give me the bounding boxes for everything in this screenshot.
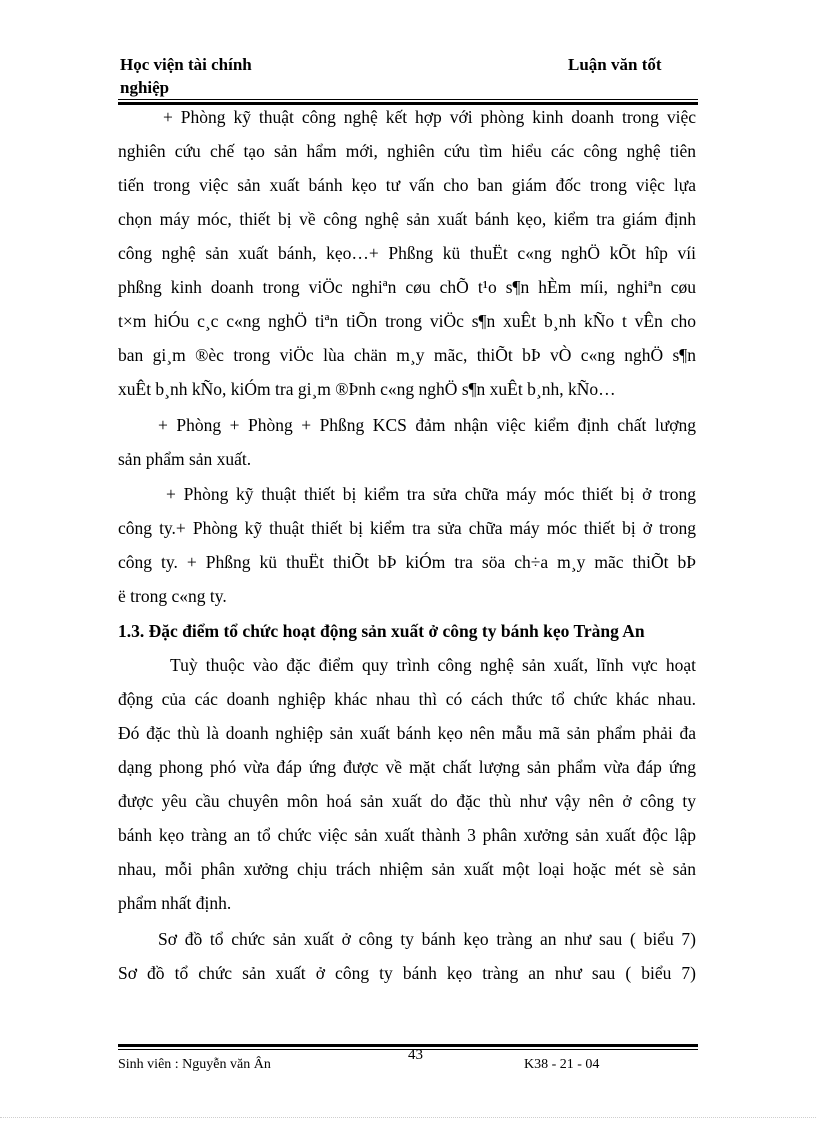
body-line: phßng kinh doanh trong viÖc nghiªn cøu chÕ t¹o s¶n hÈm míi, nghiªn cøu (118, 277, 696, 297)
body-line: nghiên cứu chế tạo sản hẩm mới, nghiên cứu tìm hiểu các công nghệ tiên (118, 141, 696, 161)
body-line: ban gi¸m ®èc trong viÖc lùa chän m¸y mãc, thiÕt bÞ vÒ c«ng nghÖ s¶n (118, 345, 696, 365)
body-line: nhau, mỗi phân xưởng chịu trách nhiệm sản xuất một loại hoặc mét sè sản (118, 859, 696, 879)
footer-class-code: K38 - 21 - 04 (524, 1057, 600, 1072)
body-line: công ty.+ Phòng kỹ thuật thiết bị kiểm tra sửa chữa máy móc thiết bị ở trong (118, 518, 696, 538)
header-institution: Học viện tài chính (120, 55, 252, 74)
body-line: phẩm nhất định. (118, 893, 232, 913)
body-line: ë trong c«ng ty. (118, 586, 227, 606)
body-line: xuÊt b¸nh kÑo, kiÓm tra gi¸m ®Þnh c«ng nghÖ s¶n xuÊt b¸nh, kÑo… (118, 379, 616, 399)
body-line: động của các doanh nghiệp khác nhau thì có cách thức tổ chức khác nhau. (118, 689, 696, 709)
body-line: công ty. + Phßng kü thuËt thiÕt bÞ kiÓm tra söa ch÷a m¸y mãc thiÕt bÞ (118, 552, 696, 572)
header-institution-continued: nghiệp (120, 78, 170, 97)
footer-student: Sinh viên : Nguyễn văn Ân (118, 1057, 271, 1072)
body-line: dạng phong phó vừa đáp ứng được về mặt chất lượng sản phẩm vừa đáp ứng (118, 757, 696, 777)
body-line: bánh kẹo tràng an tổ chức việc sản xuất thành 3 phân xưởng sản xuất độc lập (118, 825, 696, 845)
body-line: Sơ đồ tổ chức sản xuất ở công ty bánh kẹo tràng an như sau ( biểu 7) (118, 963, 696, 983)
page-number: 43 (408, 1047, 423, 1063)
body-line: + Phòng + Phòng + Phßng KCS đảm nhận việc kiểm định chất lượng (158, 415, 696, 435)
body-line: tiến trong việc sản xuất bánh kẹo tư vấn cho ban giám đốc trong việc lựa (118, 175, 696, 195)
body-line: sản phẩm sản xuất. (118, 449, 252, 469)
body-line: Sơ đồ tổ chức sản xuất ở công ty bánh kẹo tràng an như sau ( biểu 7) (158, 929, 696, 949)
body-line: được yêu cầu chuyên môn hoá sản xuất do đặc thù như vậy nên ở công ty (118, 791, 696, 811)
body-line: chọn máy móc, thiết bị về công nghệ sản xuất bánh kẹo, kiểm tra giám định (118, 209, 696, 229)
body-line: + Phòng kỹ thuật thiết bị kiểm tra sửa chữa máy móc thiết bị ở trong (166, 484, 696, 504)
body-line: + Phòng kỹ thuật công nghệ kết hợp với phòng kinh doanh trong việc (163, 107, 696, 127)
body-line: công nghệ sản xuất bánh, kẹo…+ Phßng kü thuËt c«ng nghÖ kÕt hîp víi (118, 243, 696, 263)
page-edge (0, 1117, 816, 1118)
body-line: t×m hiÓu c¸c c«ng nghÖ tiªn tiÕn trong viÖc s¶n xuÊt b¸nh kÑo t vÊn cho (118, 311, 696, 331)
body-line: Đó đặc thù là doanh nghiệp sản xuất bánh kẹo nên mẫu mã sản phẩm phải đa (118, 723, 696, 743)
header-document-type: Luận văn tốt (568, 55, 662, 74)
body-line: Tuỳ thuộc vào đặc điểm quy trình công nghệ sản xuất, lĩnh vực hoạt (170, 655, 696, 675)
section-heading: 1.3. Đặc điểm tổ chức hoạt động sản xuất ở công ty bánh kẹo Tràng An (118, 621, 645, 641)
